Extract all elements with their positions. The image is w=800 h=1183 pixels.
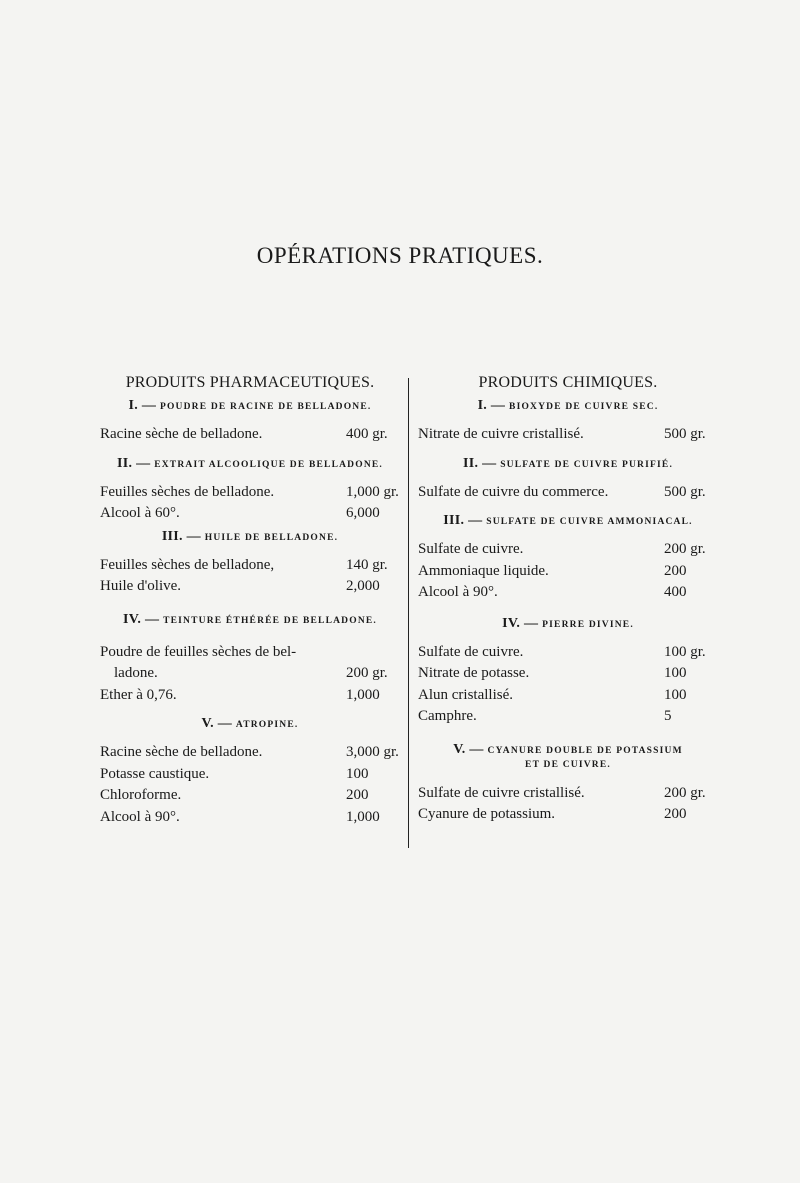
ingredient-row: Sulfate de cuivre. 100 gr. [418,643,706,660]
section-heading: II. — EXTRAIT ALCOOLIQUE DE BELLADONE. [116,455,384,471]
section-heading: I. — POUDRE DE RACINE DE BELLADONE. [128,398,372,413]
ingredient-row: Nitrate de cuivre cristallisé. 500 gr. [418,426,706,442]
section-heading-continued: ET DE CUIVRE. [525,759,611,770]
section-heading: III. — SULFATE DE CUIVRE AMMONIACAL. [443,513,693,528]
ingredient-row: Sulfate de cuivre cristallisé. 200 gr. [418,784,706,801]
ingredient-row: ladone. 200 gr. [114,665,388,681]
ingredient-row: Huile d'olive. 2,000 [100,578,380,594]
ingredient-row: Chloroforme. 200 [100,787,369,803]
ingredient-row: Ether à 0,76. 1,000 [100,686,380,703]
ingredient-row: Potasse caustique. 100 [100,765,369,782]
page-title: OPÉRATIONS PRATIQUES. [256,243,544,268]
left-column [100,374,400,828]
right-column [418,374,718,826]
ingredient-row: Cyanure de potassium. 200 [418,806,687,822]
ingredient-row: Feuilles sèches de belladone, 140 gr. [100,556,388,573]
column-divider [408,378,409,848]
section-heading: III. — HUILE DE BELLADONE. [161,528,339,544]
ingredient-row: Sulfate de cuivre. 200 gr. [418,541,706,557]
column-heading: PRODUITS CHIMIQUES. [478,374,658,391]
ingredient-row: Alcool à 60°. 6,000 [100,505,380,521]
section-heading: V. — ATROPINE. [201,716,299,731]
ingredient-row: Sulfate de cuivre du commerce. 500 gr. [418,483,706,500]
ingredient-row: Ammoniaque liquide. 200 [418,562,687,579]
ingredient-row: Racine sèche de belladone. 400 gr. [100,426,388,442]
column-heading: PRODUITS PHARMACEUTIQUES. [125,374,375,391]
ingredient-row: Alcool à 90°. 400 [418,584,687,600]
ingredient-row: Racine sèche de belladone. 3,000 gr. [100,744,399,760]
ingredient-row: Alcool à 90°. 1,000 [100,808,380,825]
section-heading: IV. — PIERRE DIVINE. [502,615,634,631]
ingredient-row: Nitrate de potasse. 100 [418,665,687,681]
ingredient-name-line: Poudre de feuilles sèches de bel- [100,643,297,660]
ingredient-row: Camphre. 5 [418,708,672,724]
section-heading: II. — SULFATE DE CUIVRE PURIFIÉ. [462,455,674,471]
section-heading: V. — CYANURE DOUBLE DE POTASSIUM [453,741,683,757]
section-heading: I. — BIOXYDE DE CUIVRE SEC. [477,398,659,413]
ingredient-row: Alun cristallisé. 100 [418,686,687,703]
ingredient-row: Feuilles sèches de belladone. 1,000 gr. [100,483,399,500]
section-heading: IV. — TEINTURE ÉTHÉRÉE DE BELLADONE. [123,611,377,627]
